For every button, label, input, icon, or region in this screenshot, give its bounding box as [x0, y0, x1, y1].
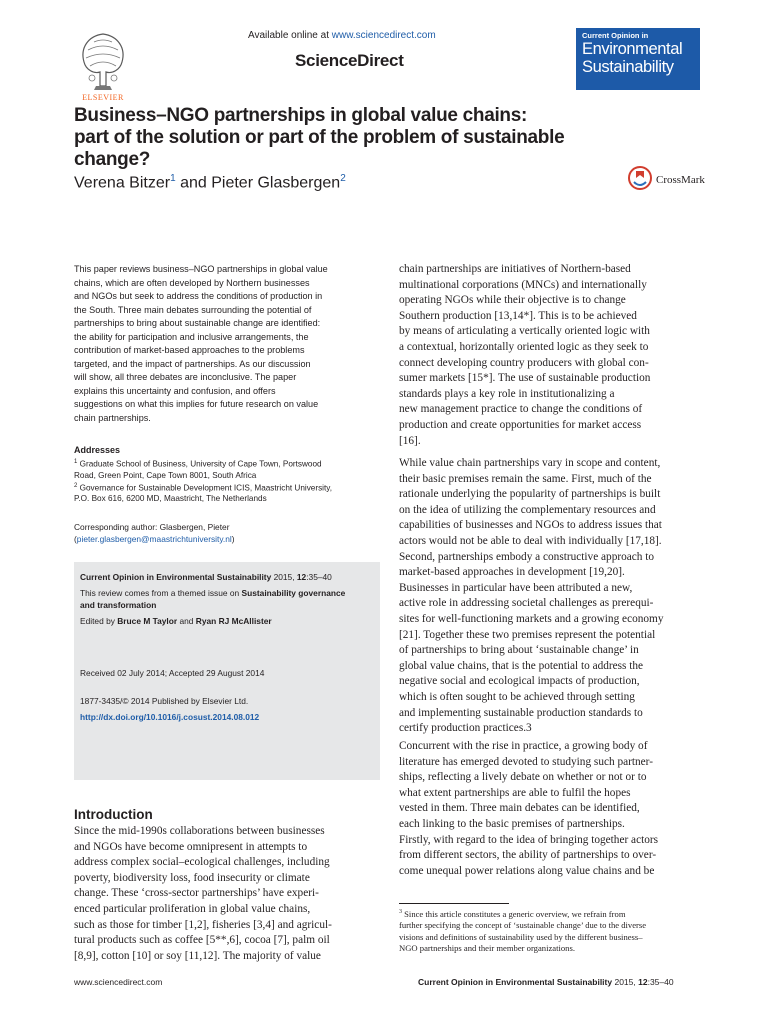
body-line: negative social and ecological impacts of production, — [399, 675, 640, 688]
author-join: and — [175, 174, 212, 192]
affiliation-marker[interactable]: 1 — [170, 173, 176, 184]
body-line: and implementing sustainable production standards to — [399, 706, 643, 719]
intro-line: enced particular proliferation in global value chains, — [74, 902, 311, 915]
body-line: vested in them. Three main debates can be identified, — [399, 802, 640, 815]
platform-title: ScienceDirect — [295, 51, 404, 70]
abstract-line: chains, which are often developed by Northern businesses — [74, 277, 310, 288]
address-text: Governance for Sustainable Development ICIS, Maastricht University, — [79, 483, 333, 493]
address-line — [74, 481, 380, 494]
footer-citation — [418, 977, 674, 987]
author-name: Verena Bitzer — [74, 174, 171, 192]
body-line: new management practice to change the conditions of — [399, 403, 643, 416]
title-line: change? — [74, 149, 151, 170]
footer-year: 2015, — [612, 977, 639, 987]
abstract-line: will show, all three debates are inconclusive. The paper — [74, 372, 297, 382]
body-line: a contextual, horizontally oriented logic as they seek to — [399, 340, 649, 353]
body-line: Southern production [13,14*]. This is to be achieved — [399, 309, 637, 322]
abstract-line: suggestions on what this implies for future research on value — [74, 399, 319, 409]
received-dates: Received 02 July 2014; Accepted 29 August 2014 — [80, 668, 265, 678]
intro-line: and NGOs have become omnipresent in attempts to — [74, 840, 308, 853]
body-line: market-based approaches in development [19,20]. — [399, 566, 625, 579]
edited-and: and — [177, 616, 196, 626]
body-line: come unequal power relations along value chains and be — [399, 864, 655, 877]
intro-line: tural products such as coffee [5**,6], cocoa [7], palm oil — [74, 934, 330, 947]
body-paragraph-2 — [399, 456, 699, 737]
body-line: which is often sought to be achieved through setting — [399, 690, 635, 703]
author-name: Pieter Glasbergen — [211, 174, 341, 192]
article-info-box — [74, 562, 380, 780]
address-line — [74, 493, 380, 504]
footnote-line: NGO partnerships and their member organizations. — [399, 943, 575, 954]
themed-issue-theme-cont: and transformation — [80, 600, 157, 610]
abstract-line: This paper reviews business–NGO partnerships in global value — [74, 264, 328, 274]
footnote-line: visions and definitions of sustainability used by the different business– — [399, 931, 643, 942]
abstract-line: the South. Three main debates surrounding the potential of — [74, 304, 312, 315]
article-title — [74, 105, 634, 171]
journal-citation — [80, 571, 374, 583]
doi-link[interactable]: http://dx.doi.org/10.1016/j.cosust.2014.08.012 — [80, 712, 260, 722]
body-line: sites for well-functioning markets and a growing economy — [399, 612, 664, 625]
intro-line: such as those for timber [1,2], fisheries [3,4] and agricul- — [74, 918, 332, 931]
editor-name: Ryan RJ McAllister — [195, 616, 272, 626]
body-line: [16]. — [399, 434, 421, 447]
intro-line: change. These ‘cross-sector partnerships’ have experi- — [74, 887, 319, 900]
body-line: by means of articulating a vertically oriented logic with — [399, 325, 650, 338]
footer-url[interactable]: www.sciencedirect.com — [74, 977, 163, 987]
footnote-line: further specifying the concept of ‘sustainable change’ due to the diverse — [399, 920, 647, 931]
citation-volume: 12 — [296, 572, 307, 582]
body-line: Concurrent with the rise in practice, a growing body of — [399, 740, 648, 752]
editor-name: Bruce M Taylor — [117, 616, 178, 626]
address-marker: 2 — [74, 482, 78, 489]
themed-issue-prefix: This review comes from a themed issue on — [80, 588, 242, 598]
journal-banner-small: Current Opinion in — [582, 31, 649, 40]
intro-line: address complex social–ecological challenges, including — [74, 856, 330, 869]
body-line: ships, reflecting a lively debate on whether or not or to — [399, 771, 647, 784]
body-line: multinational corporations (MNCs) and internationally — [399, 278, 647, 291]
footnote-text: Since this article constitutes a generic overview, we refrain from — [402, 908, 626, 919]
footer-pages: :35–40 — [647, 977, 674, 987]
body-paragraph-3 — [399, 739, 699, 879]
introduction-heading: Introduction — [74, 807, 153, 822]
body-line: standards plays a key role in institutionalizing a — [399, 387, 615, 400]
body-paragraph-1 — [399, 262, 699, 449]
title-line: part of the solution or part of the problem of sustainable — [74, 127, 565, 148]
body-line: active role in addressing societal challenges as prerequi- — [399, 597, 654, 610]
introduction-body — [74, 824, 380, 964]
journal-banner-line2: Sustainability — [582, 58, 674, 76]
body-line: actors would not be able to deal with individually [17,18]. — [399, 534, 662, 547]
body-line: certify production practices.3 — [399, 722, 532, 735]
publisher-name: ELSEVIER — [82, 93, 124, 102]
journal-banner — [576, 28, 700, 90]
abstract-line: and NGOs but seek to address the conditions of production in — [74, 291, 323, 301]
body-line: chain partnerships are initiatives of Northern-based — [399, 263, 631, 275]
journal-name: Current Opinion in Environmental Sustainability — [80, 572, 272, 582]
themed-issue-theme: Sustainability governance — [241, 588, 346, 598]
abstract-line: contribution of market-based approaches to the problems — [74, 345, 305, 355]
body-line: their basic premises remain the same. First, much of the — [399, 472, 652, 485]
body-line: capabilities of businesses and NGOs to address issues that — [399, 519, 662, 532]
abstract-line: the ability for participation and inclusive arrangements, the — [74, 331, 309, 342]
corresponding-line: Corresponding author: Glasbergen, Pieter — [74, 522, 230, 532]
intro-line: [8,9], cotton [10] or soy [11,12]. The majority of value — [74, 949, 321, 962]
copyright-line: 1877-3435/© 2014 Published by Elsevier Ltd. — [80, 696, 249, 706]
footnote — [399, 907, 699, 955]
addresses-block — [74, 457, 380, 504]
body-line: operating NGOs while their objective is to change — [399, 294, 626, 307]
citation-pages: :35–40 — [306, 572, 332, 582]
body-line: on the idea of utilizing the complementary resources and — [399, 503, 656, 516]
abstract-line: targeted, and the impact of partnerships. As our discussion — [74, 358, 311, 369]
intro-line: Since the mid-1990s collaborations between businesses — [74, 825, 325, 837]
citation-year: 2015, — [271, 572, 297, 582]
body-line: Businesses in particular have been attributed a new, — [399, 581, 633, 594]
address-text: Graduate School of Business, University of Cape Town, Portswood — [79, 459, 322, 469]
address-line — [74, 457, 380, 470]
body-line: rationale underlying the popularity of partnerships is built — [399, 488, 661, 501]
body-line: sumer markets [15*]. The use of sustainable production — [399, 372, 651, 385]
address-text: P.O. Box 616, 6200 MD, Maastricht, The Netherlands — [74, 494, 267, 504]
corresponding-email-link[interactable]: pieter.glasbergen@maastrichtuniversity.nl — [76, 534, 232, 544]
abstract-line: chain partnerships. — [74, 412, 151, 423]
body-line: [21]. Together these two premises represent the potential — [399, 628, 656, 641]
body-line: production and create opportunities for market access — [399, 418, 642, 431]
address-text: Road, Green Point, Cape Town 8001, South Africa — [74, 470, 257, 480]
intro-line: poverty, biodiversity loss, food insecurity or climate — [74, 871, 310, 884]
address-line — [74, 470, 380, 481]
address-marker: 1 — [74, 459, 78, 465]
crossmark-icon[interactable] — [628, 166, 652, 192]
body-line: connect developing country producers with global con- — [399, 356, 649, 369]
abstract — [74, 263, 380, 425]
footnote-line — [399, 907, 699, 920]
body-line: While value chain partnerships vary in scope and content, — [399, 457, 661, 469]
body-line: literature has emerged devoted to studying such partner- — [399, 755, 653, 768]
body-line: Second, partnerships embody a constructive approach to — [399, 550, 655, 563]
body-line: each linking to the basic premises of partnerships. — [399, 817, 625, 830]
body-line: global value chains, that is the potential to address the — [399, 659, 644, 672]
footnote-divider — [399, 903, 509, 904]
corresponding-author — [74, 521, 380, 545]
availability-line — [248, 30, 436, 41]
addresses-heading: Addresses — [74, 445, 121, 455]
body-line: Firstly, with regard to the idea of bringing together actors — [399, 833, 659, 846]
abstract-line: partnerships to bring about sustainable change are identified: — [74, 318, 321, 328]
footer-volume: 12 — [638, 977, 648, 987]
elsevier-tree-logo — [74, 28, 132, 94]
edited-prefix: Edited by — [80, 616, 118, 626]
availability-prefix: Available online at — [248, 30, 332, 41]
author-list — [74, 173, 346, 192]
journal-banner-line1: Environmental — [582, 40, 683, 58]
affiliation-marker[interactable]: 2 — [340, 173, 346, 184]
body-line: from different sectors, the ability of partnerships to over- — [399, 849, 657, 862]
sciencedirect-link[interactable]: www.sciencedirect.com — [331, 30, 436, 41]
body-line: of partnerships to bring about ‘sustainable change’ in — [399, 644, 639, 657]
edited-by — [80, 615, 374, 627]
body-line: what extent partnerships are able to fulfil the hopes — [399, 786, 631, 799]
crossmark-label[interactable]: CrossMark — [656, 174, 705, 186]
corresponding-email-line: (pieter.glasbergen@maastrichtuniversity.nl) — [74, 534, 235, 544]
abstract-line: explains this uncertainty and confusion, and offers — [74, 385, 276, 396]
themed-issue — [80, 587, 374, 599]
footnote-marker: 3 — [399, 909, 402, 915]
title-line: Business–NGO partnerships in global value chains: — [74, 105, 528, 126]
footer-journal: Current Opinion in Environmental Sustainability — [418, 977, 613, 987]
